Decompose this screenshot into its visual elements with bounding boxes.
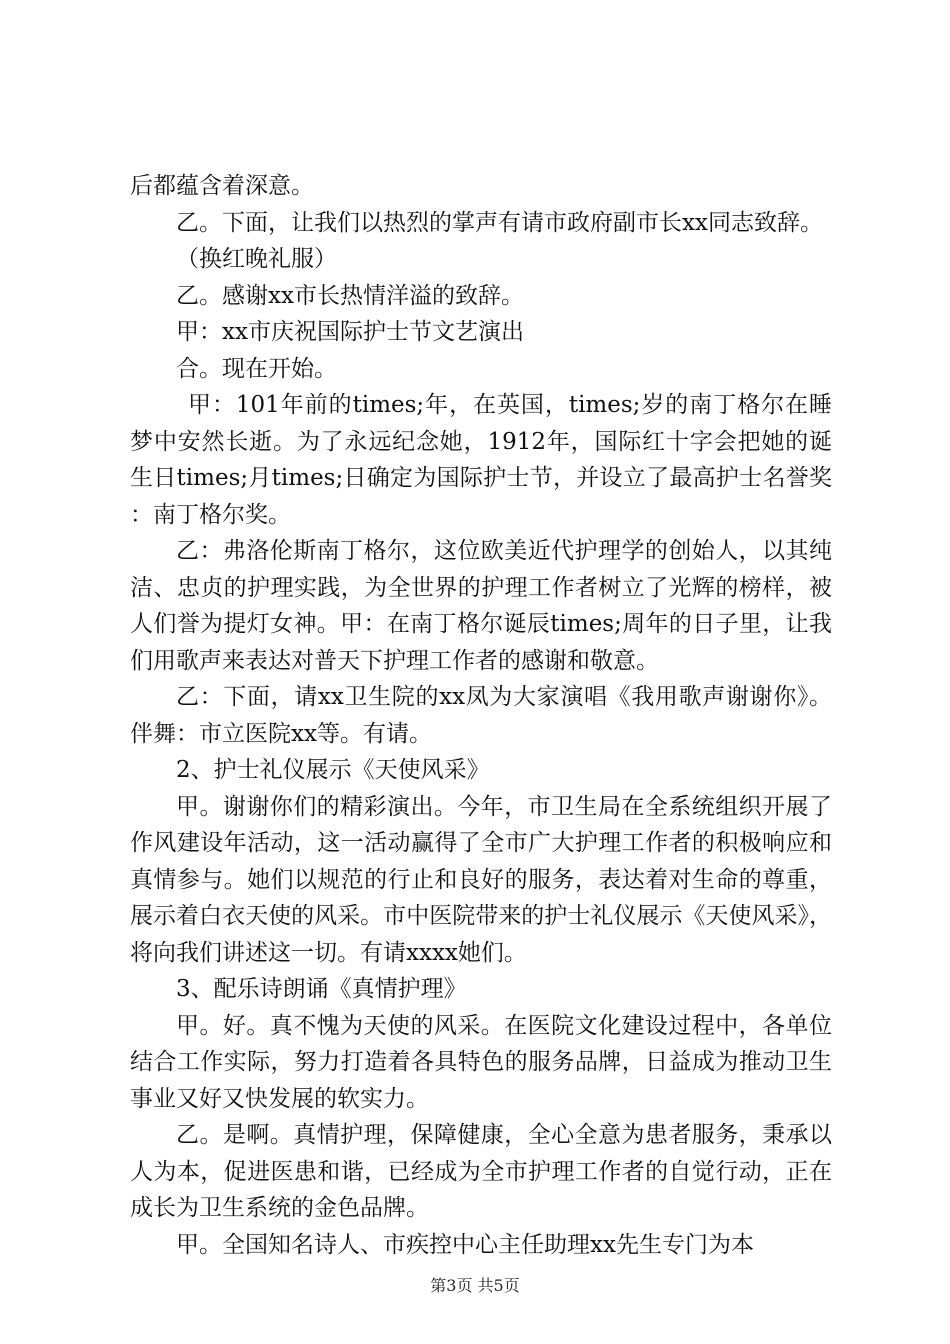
paragraph: 乙：下面，请xx卫生院的xx凤为大家演唱《我用歌声谢谢你》。伴舞：市立医院xx等。有请。 xyxy=(130,684,832,747)
paragraph: 甲：xx市庆祝国际护士节文艺演出 xyxy=(176,319,524,345)
paragraph: 甲。谢谢你们的精彩演出。今年，市卫生局在全系统组织开展了作风建设年活动，这一活动赢得了全市广大护理工作者的积极响应和真情参与。她们以规范的行止和良好的服务，表达着对生命的尊重，展示着白衣天使的风采。市中医院带来的护士礼仪展示《天使风采》，将向我们讲述这一切。有请xxxx她们。 xyxy=(130,793,832,966)
paragraph: 合。现在开始。 xyxy=(176,355,337,382)
section-heading: 2、护士礼仪展示《天使风采》 xyxy=(176,757,490,783)
page-number-label: 第3页 共5页 xyxy=(430,1276,520,1295)
paragraph: 乙。感谢xx市长热情洋溢的致辞。 xyxy=(176,282,524,309)
paragraph: 甲。全国知名诗人、市疾控中心主任助理xx先生专门为本 xyxy=(176,1231,754,1258)
paragraph: 后都蕴含着深意。 xyxy=(130,173,314,199)
stage-direction: （换红晚礼服） xyxy=(176,246,337,272)
paragraph: 乙。下面，让我们以热烈的掌声有请市政府副市长xx同志致辞。 xyxy=(176,209,823,236)
document-body xyxy=(130,168,832,1263)
paragraph: 乙：弗洛伦斯南丁格尔，这位欧美近代护理学的创始人，以其纯洁、忠贞的护理实践，为全世界的护理工作者树立了光辉的榜样，被人们誉为提灯女神。甲：在南丁格尔诞辰times;周年的日子里，让我们用歌声来表达对普天下护理工作者的感谢和敬意。 xyxy=(130,538,832,674)
paragraph: 乙。是啊。真情护理，保障健康，全心全意为患者服务，秉承以人为本，促进医患和谐，已经成为全市护理工作者的自觉行动，正在成长为卫生系统的金色品牌。 xyxy=(130,1122,832,1221)
paragraph: 甲。好。真不愧为天使的风采。在医院文化建设过程中，各单位结合工作实际，努力打造着各具特色的服务品牌，日益成为推动卫生事业又好又快发展的软实力。 xyxy=(130,1012,832,1112)
section-heading: 3、配乐诗朗诵《真情护理》 xyxy=(176,976,467,1002)
page-footer xyxy=(0,1276,950,1296)
paragraph: 甲：101年前的times;年，在英国，times;岁的南丁格尔在睡梦中安然长逝。为了永远纪念她，1912年，国际红十字会把她的诞生日times;月times;日确定为国际护士节，并设立了最高护士名誉奖：南丁格尔奖。 xyxy=(130,392,832,528)
